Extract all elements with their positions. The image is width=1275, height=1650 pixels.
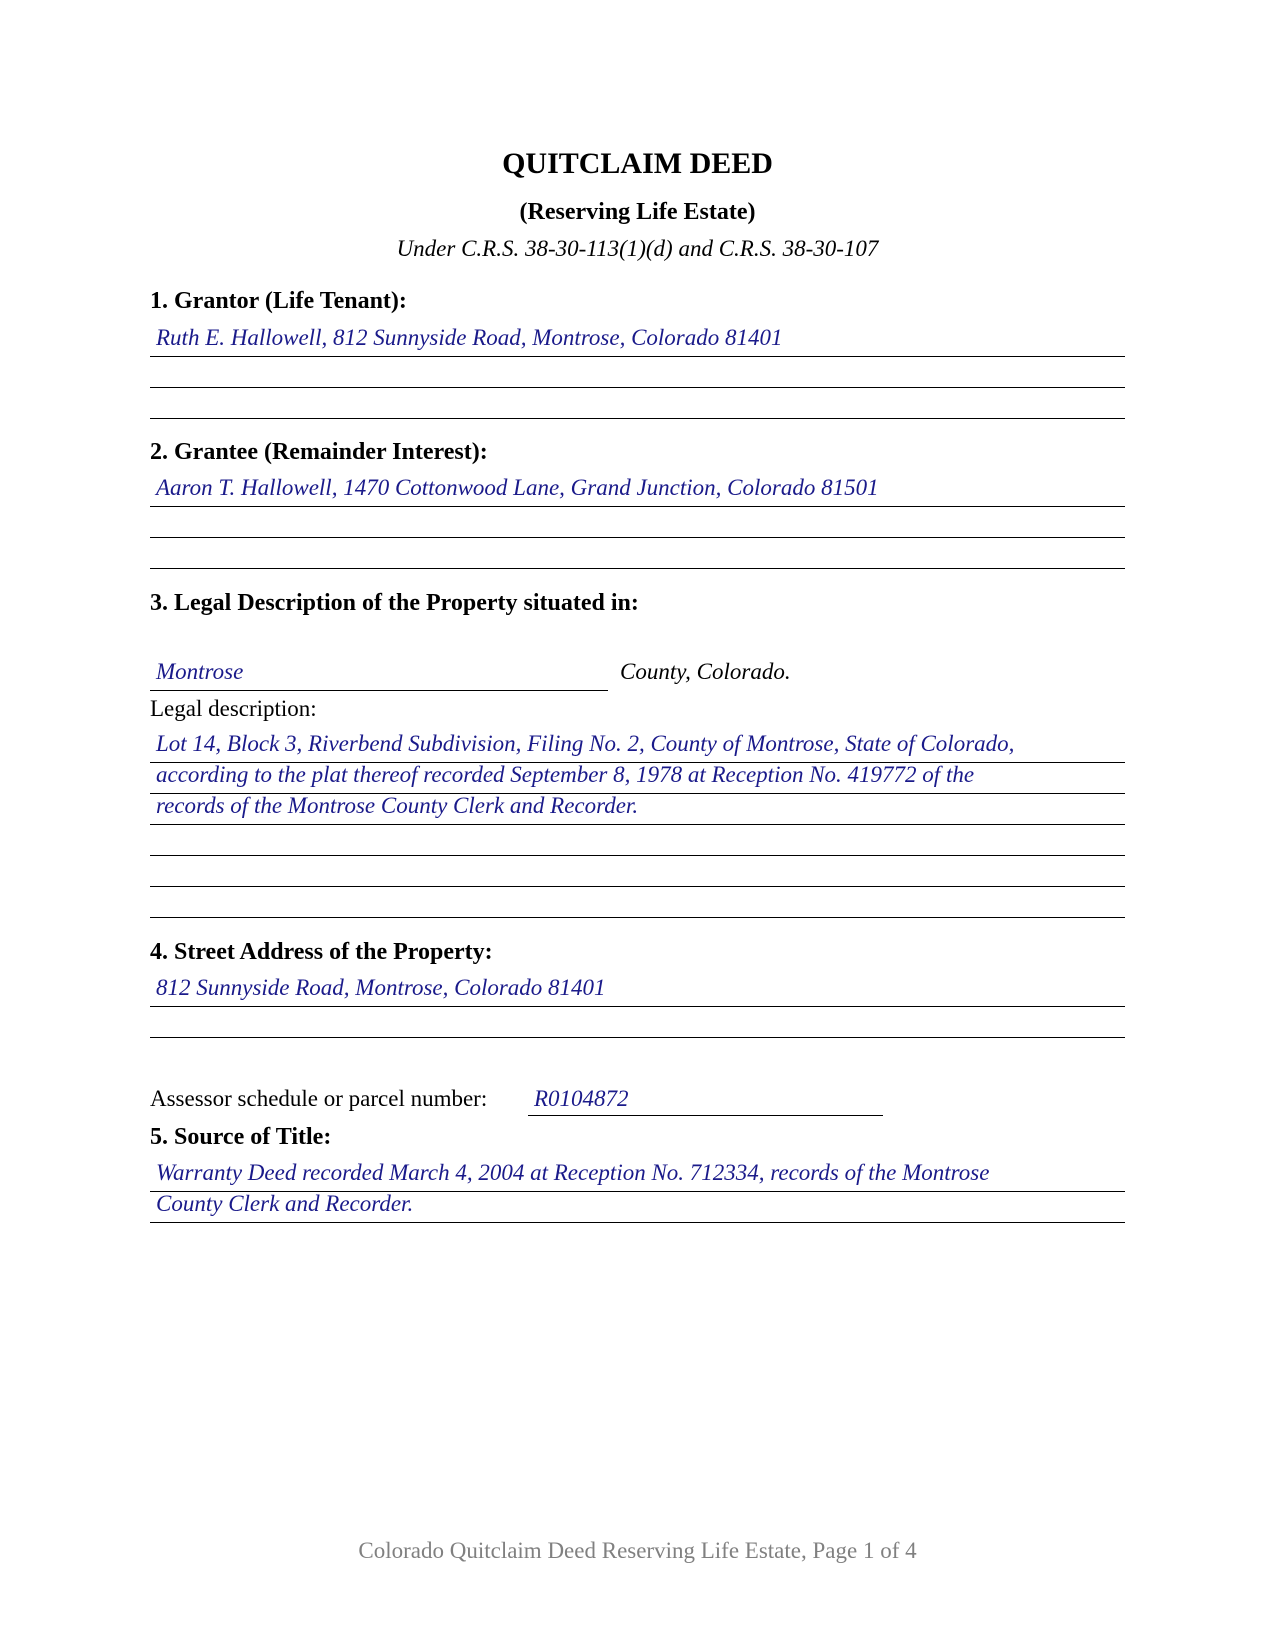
legal-heading: 3. Legal Description of the Property situated in: [150, 590, 639, 616]
statute-reference: Under C.R.S. 38-30-113(1)(d) and C.R.S. 38-30-107 [396, 236, 879, 261]
document-title: QUITCLAIM DEED [502, 147, 773, 180]
source-heading: 5. Source of Title: [150, 1124, 332, 1150]
source-line-1-text[interactable]: Warranty Deed recorded March 4, 2004 at Reception No. 712334, records of the Montrose [156, 1160, 990, 1185]
grantor-heading: 1. Grantor (Life Tenant): [150, 288, 407, 314]
legal-description-line-2[interactable]: according to the plat thereof recorded September 8, 1978 at Reception No. 419772 of the [156, 762, 975, 787]
address-line-1 [150, 1006, 1125, 1007]
parcel-label: Assessor schedule or parcel number: [150, 1086, 488, 1111]
grantee-line-3 [150, 568, 1125, 569]
legal-line-3 [150, 824, 1125, 825]
grantor-field[interactable]: Ruth E. Hallowell, 812 Sunnyside Road, Montrose, Colorado 81401 [156, 325, 783, 350]
legal-line-5 [150, 886, 1125, 887]
parcel-line [528, 1115, 883, 1116]
page-footer: Colorado Quitclaim Deed Reserving Life Estate, Page 1 of 4 [358, 1538, 917, 1563]
legal-description-line-3[interactable]: records of the Montrose County Clerk and Recorder. [156, 793, 639, 818]
document-subtitle: (Reserving Life Estate) [519, 199, 756, 225]
source-line-2-text[interactable]: County Clerk and Recorder. [156, 1191, 414, 1216]
address-line-2 [150, 1037, 1125, 1038]
grantee-line-1 [150, 506, 1125, 507]
county-field[interactable]: Montrose [156, 659, 244, 684]
grantor-line-2 [150, 387, 1125, 388]
grantee-line-2 [150, 537, 1125, 538]
legal-description-line-1[interactable]: Lot 14, Block 3, Riverbend Subdivision, Filing No. 2, County of Montrose, State of Colorado, [156, 731, 1015, 756]
county-line [150, 690, 608, 691]
grantee-heading: 2. Grantee (Remainder Interest): [150, 439, 488, 465]
grantee-field[interactable]: Aaron T. Hallowell, 1470 Cottonwood Lane, Grand Junction, Colorado 81501 [156, 475, 879, 500]
grantor-line-3 [150, 418, 1125, 419]
legal-line-6 [150, 917, 1125, 918]
source-line-2 [150, 1222, 1125, 1223]
legal-line-4 [150, 855, 1125, 856]
parcel-field[interactable]: R0104872 [534, 1086, 629, 1111]
address-field[interactable]: 812 Sunnyside Road, Montrose, Colorado 81401 [156, 975, 606, 1000]
county-suffix: County, Colorado. [620, 659, 791, 684]
legal-description-label: Legal description: [150, 696, 317, 721]
address-heading: 4. Street Address of the Property: [150, 939, 493, 965]
grantor-line-1 [150, 356, 1125, 357]
